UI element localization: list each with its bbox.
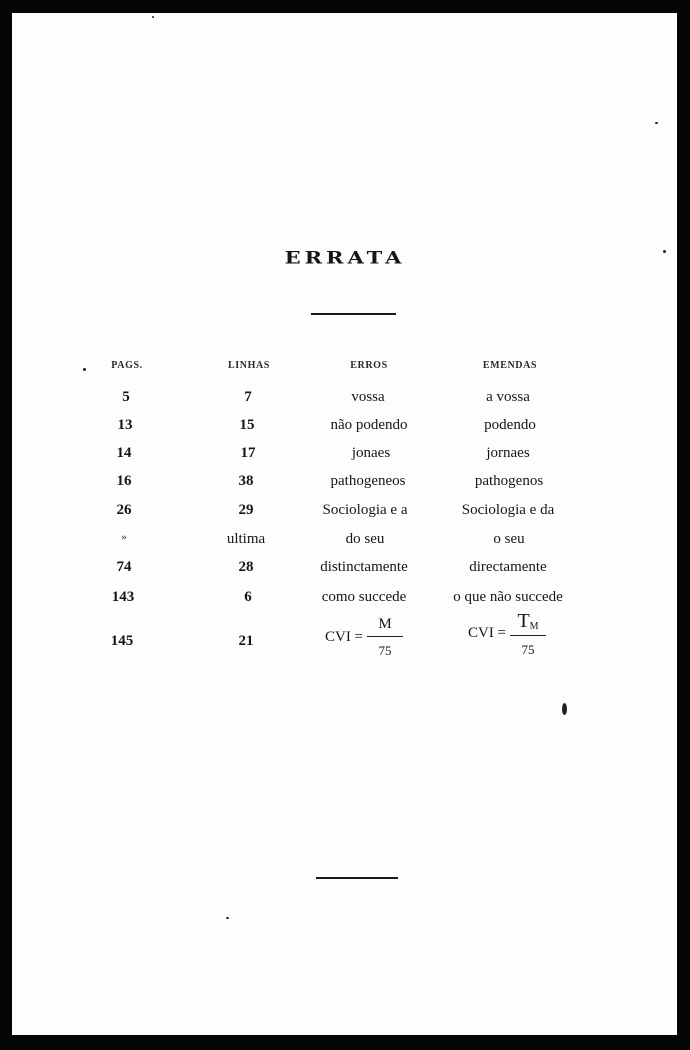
formula-emendas <box>468 611 546 656</box>
cell-pags-ditto: » <box>121 531 127 543</box>
cell-erros: Sociologia e a <box>322 502 408 518</box>
ink-speck <box>83 368 86 371</box>
cell-pags: 26 <box>116 502 132 518</box>
cell-erros: do seu <box>345 531 385 547</box>
ink-speck <box>655 122 658 124</box>
formula-lhs: CVI = <box>324 628 364 645</box>
fraction-denominator: 75 <box>521 642 535 657</box>
cell-linhas: 15 <box>239 417 255 433</box>
cell-linhas: 29 <box>238 502 254 518</box>
cell-erros: jonaes <box>351 445 391 461</box>
cell-linhas: 38 <box>238 473 254 489</box>
fraction <box>367 617 403 657</box>
column-header-pags: PAGS. <box>111 360 143 371</box>
errata-page <box>12 13 677 1035</box>
cell-pags: 5 <box>122 389 130 405</box>
cell-emendas: podendo <box>484 417 536 433</box>
cell-erros: distinctamente <box>320 559 408 575</box>
cell-emendas: o que não succede <box>453 589 563 605</box>
cell-pags: 16 <box>116 473 132 489</box>
numerator-main: T <box>517 610 530 632</box>
cell-linhas: 28 <box>238 559 254 575</box>
cell-emendas: o seu <box>493 531 525 547</box>
cell-pags: 74 <box>116 559 132 575</box>
fraction-numerator <box>517 611 538 635</box>
numerator-subscript: M <box>529 621 539 632</box>
formula-erros <box>325 617 403 657</box>
cell-linhas: 7 <box>244 389 252 405</box>
cell-linhas: 21 <box>238 633 254 649</box>
formula-lhs: CVI = <box>467 625 507 641</box>
cell-pags: 13 <box>117 417 133 433</box>
fraction <box>510 611 546 656</box>
cell-pags: 145 <box>110 633 134 649</box>
cell-emendas: jornaes <box>486 445 530 461</box>
title-divider <box>311 313 396 315</box>
fraction-numerator: M <box>378 616 392 632</box>
bottom-divider <box>316 877 398 879</box>
ink-blot <box>562 703 567 715</box>
ink-speck <box>663 250 666 253</box>
cell-emendas: pathogenos <box>474 473 544 489</box>
cell-linhas: ultima <box>226 531 266 547</box>
column-header-erros: ERROS <box>350 360 388 371</box>
page-title: ERRATA <box>284 247 406 268</box>
cell-emendas: Sociologia e da <box>461 502 555 518</box>
column-header-emendas: EMENDAS <box>482 360 538 371</box>
fraction-denominator: 75 <box>378 643 392 658</box>
cell-pags: 143 <box>111 589 135 605</box>
cell-erros: vossa <box>351 389 385 405</box>
column-header-linhas: LINHAS <box>228 360 270 371</box>
cell-linhas: 17 <box>240 445 256 461</box>
cell-pags: 14 <box>116 445 132 461</box>
cell-erros: pathogeneos <box>330 473 406 489</box>
ink-speck <box>152 16 154 18</box>
ink-speck <box>226 917 229 919</box>
cell-erros: não podendo <box>330 417 408 433</box>
cell-erros: como succede <box>321 589 407 605</box>
cell-linhas: 6 <box>244 589 252 605</box>
cell-emendas: a vossa <box>486 389 530 405</box>
cell-emendas: directamente <box>469 559 547 575</box>
